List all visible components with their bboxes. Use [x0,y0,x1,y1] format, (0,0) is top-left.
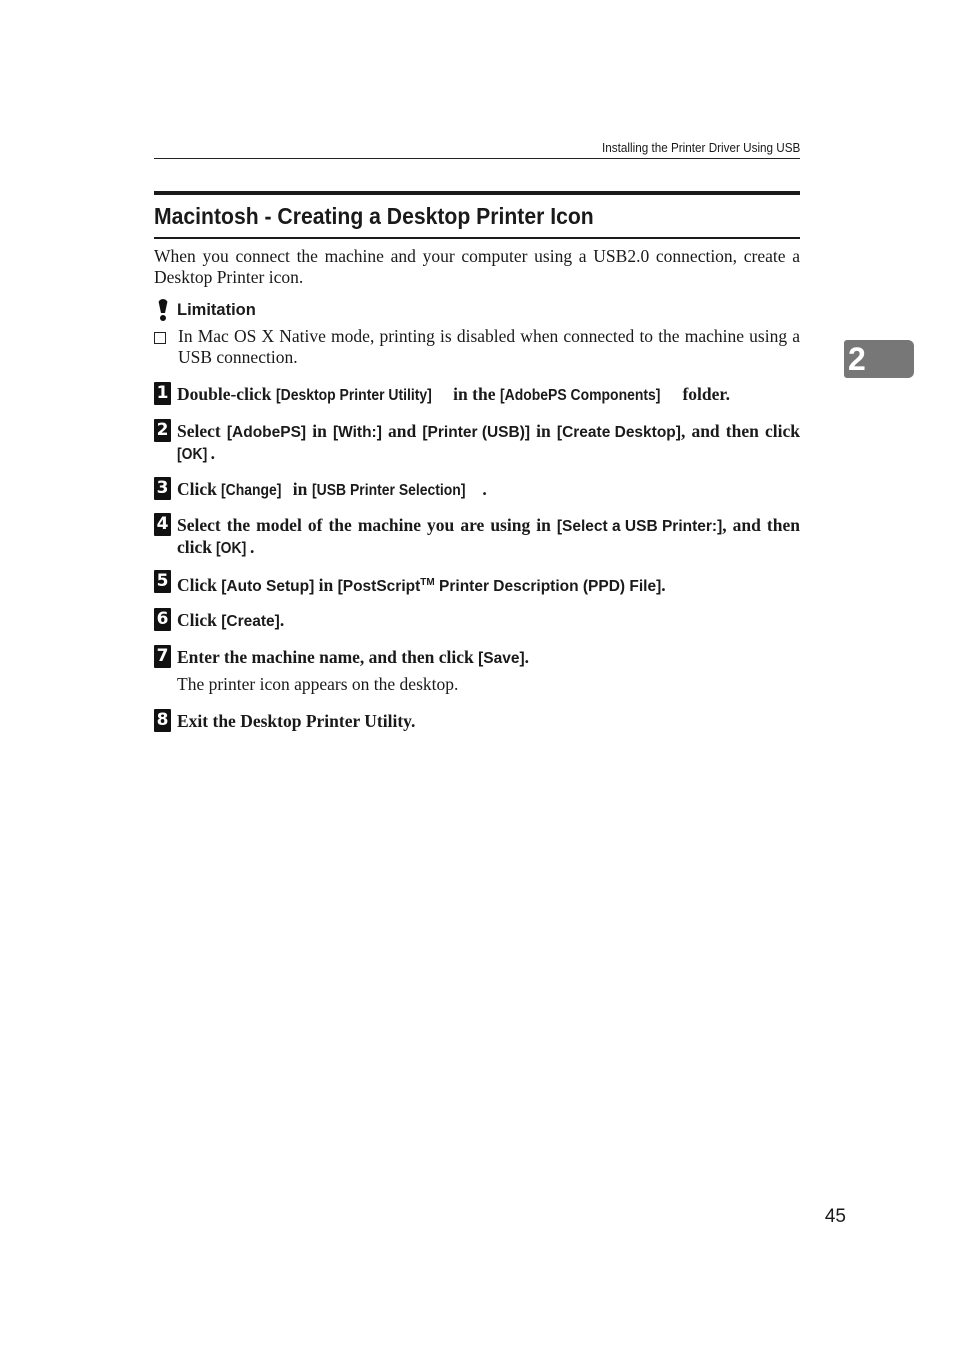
ui-label-save: [Save] [478,650,525,667]
exclamation-icon [154,299,174,321]
step-number-icon: 8 [154,709,171,732]
ui-label-printer-usb: [Printer (USB)] [422,424,531,441]
step-number-icon: 2 [154,419,171,442]
step-number-icon: 1 [154,382,171,405]
step-text: Select the model of the machine you are using in [Select a USB Printer:], and then click [OK] . [177,515,800,557]
ui-label-postscript: [PostScript™ Printer Description (PPD) File] [337,577,662,596]
ui-label-ok: [OK] [216,540,247,557]
ui-label-adobeps: [AdobePS] [226,424,307,441]
step-text: Select [AdobePS] in [With:] and [Printer (USB)] in [Create Desktop], and then click [OK] . [177,421,800,463]
step-6 [154,610,800,632]
step-number-icon: 3 [154,477,171,500]
ui-label-select-usb-printer: [Select a USB Printer:] [556,518,723,535]
limitation-item [154,326,800,368]
step-7 [154,647,800,669]
ui-label-adobeps-components: [AdobePS Components] [499,387,661,404]
step-7-note: The printer icon appears on the desktop. [177,674,459,694]
limitation-item-text: In Mac OS X Native mode, printing is disabled when connected to the machine using a USB connection. [178,326,800,367]
step-number-icon: 7 [154,645,171,668]
running-header: Installing the Printer Driver Using USB [154,138,800,159]
step-text: Click [Auto Setup] in [PostScript™ Printer Description (PPD) File]. [177,572,800,597]
ui-label-desktop-printer-utility: [Desktop Printer Utility] [275,387,432,404]
step-text: Click [Create]. [177,610,285,630]
ui-label-with: [With:] [332,424,382,441]
step-5 [154,572,800,597]
section-title: Macintosh - Creating a Desktop Printer Icon [154,203,594,229]
ui-label-create-desktop: [Create Desktop] [556,424,681,441]
trademark-superscript: TM [420,577,435,588]
ui-label-auto-setup: [Auto Setup] [221,578,315,596]
step-number-icon: 6 [154,608,171,631]
ui-label-create: [Create] [221,613,280,630]
ui-label-ok: [OK] [177,446,208,463]
limitation-label: Limitation [177,300,256,319]
intro-paragraph: When you connect the machine and your computer using a USB2.0 connection, create a Desktop Printer icon. [154,246,800,287]
step-text: Exit the Desktop Printer Utility. [177,711,416,731]
step-text: Enter the machine name, and then click [Save]. [177,647,529,667]
page-number: 45 [824,1206,846,1227]
step-text: Double-click [Desktop Printer Utility] in the [AdobePS Components] folder. [177,384,730,404]
step-1 [154,384,800,406]
checkbox-bullet-icon [154,332,166,344]
step-text: Click [Change] in [USB Printer Selection] . [177,479,487,499]
limitation-heading [154,299,256,321]
step-4 [154,515,800,559]
step-number-icon: 5 [154,570,171,593]
step-2 [154,421,800,465]
chapter-tab: 2 [844,340,914,378]
ui-label-change: [Change] [221,482,282,499]
ui-label-usb-printer-selection: [USB Printer Selection] [311,482,466,499]
title-rule-top [154,191,800,195]
step-number-icon: 4 [154,513,171,536]
title-rule-bottom [154,237,800,239]
step-3 [154,479,800,501]
step-8 [154,711,800,732]
